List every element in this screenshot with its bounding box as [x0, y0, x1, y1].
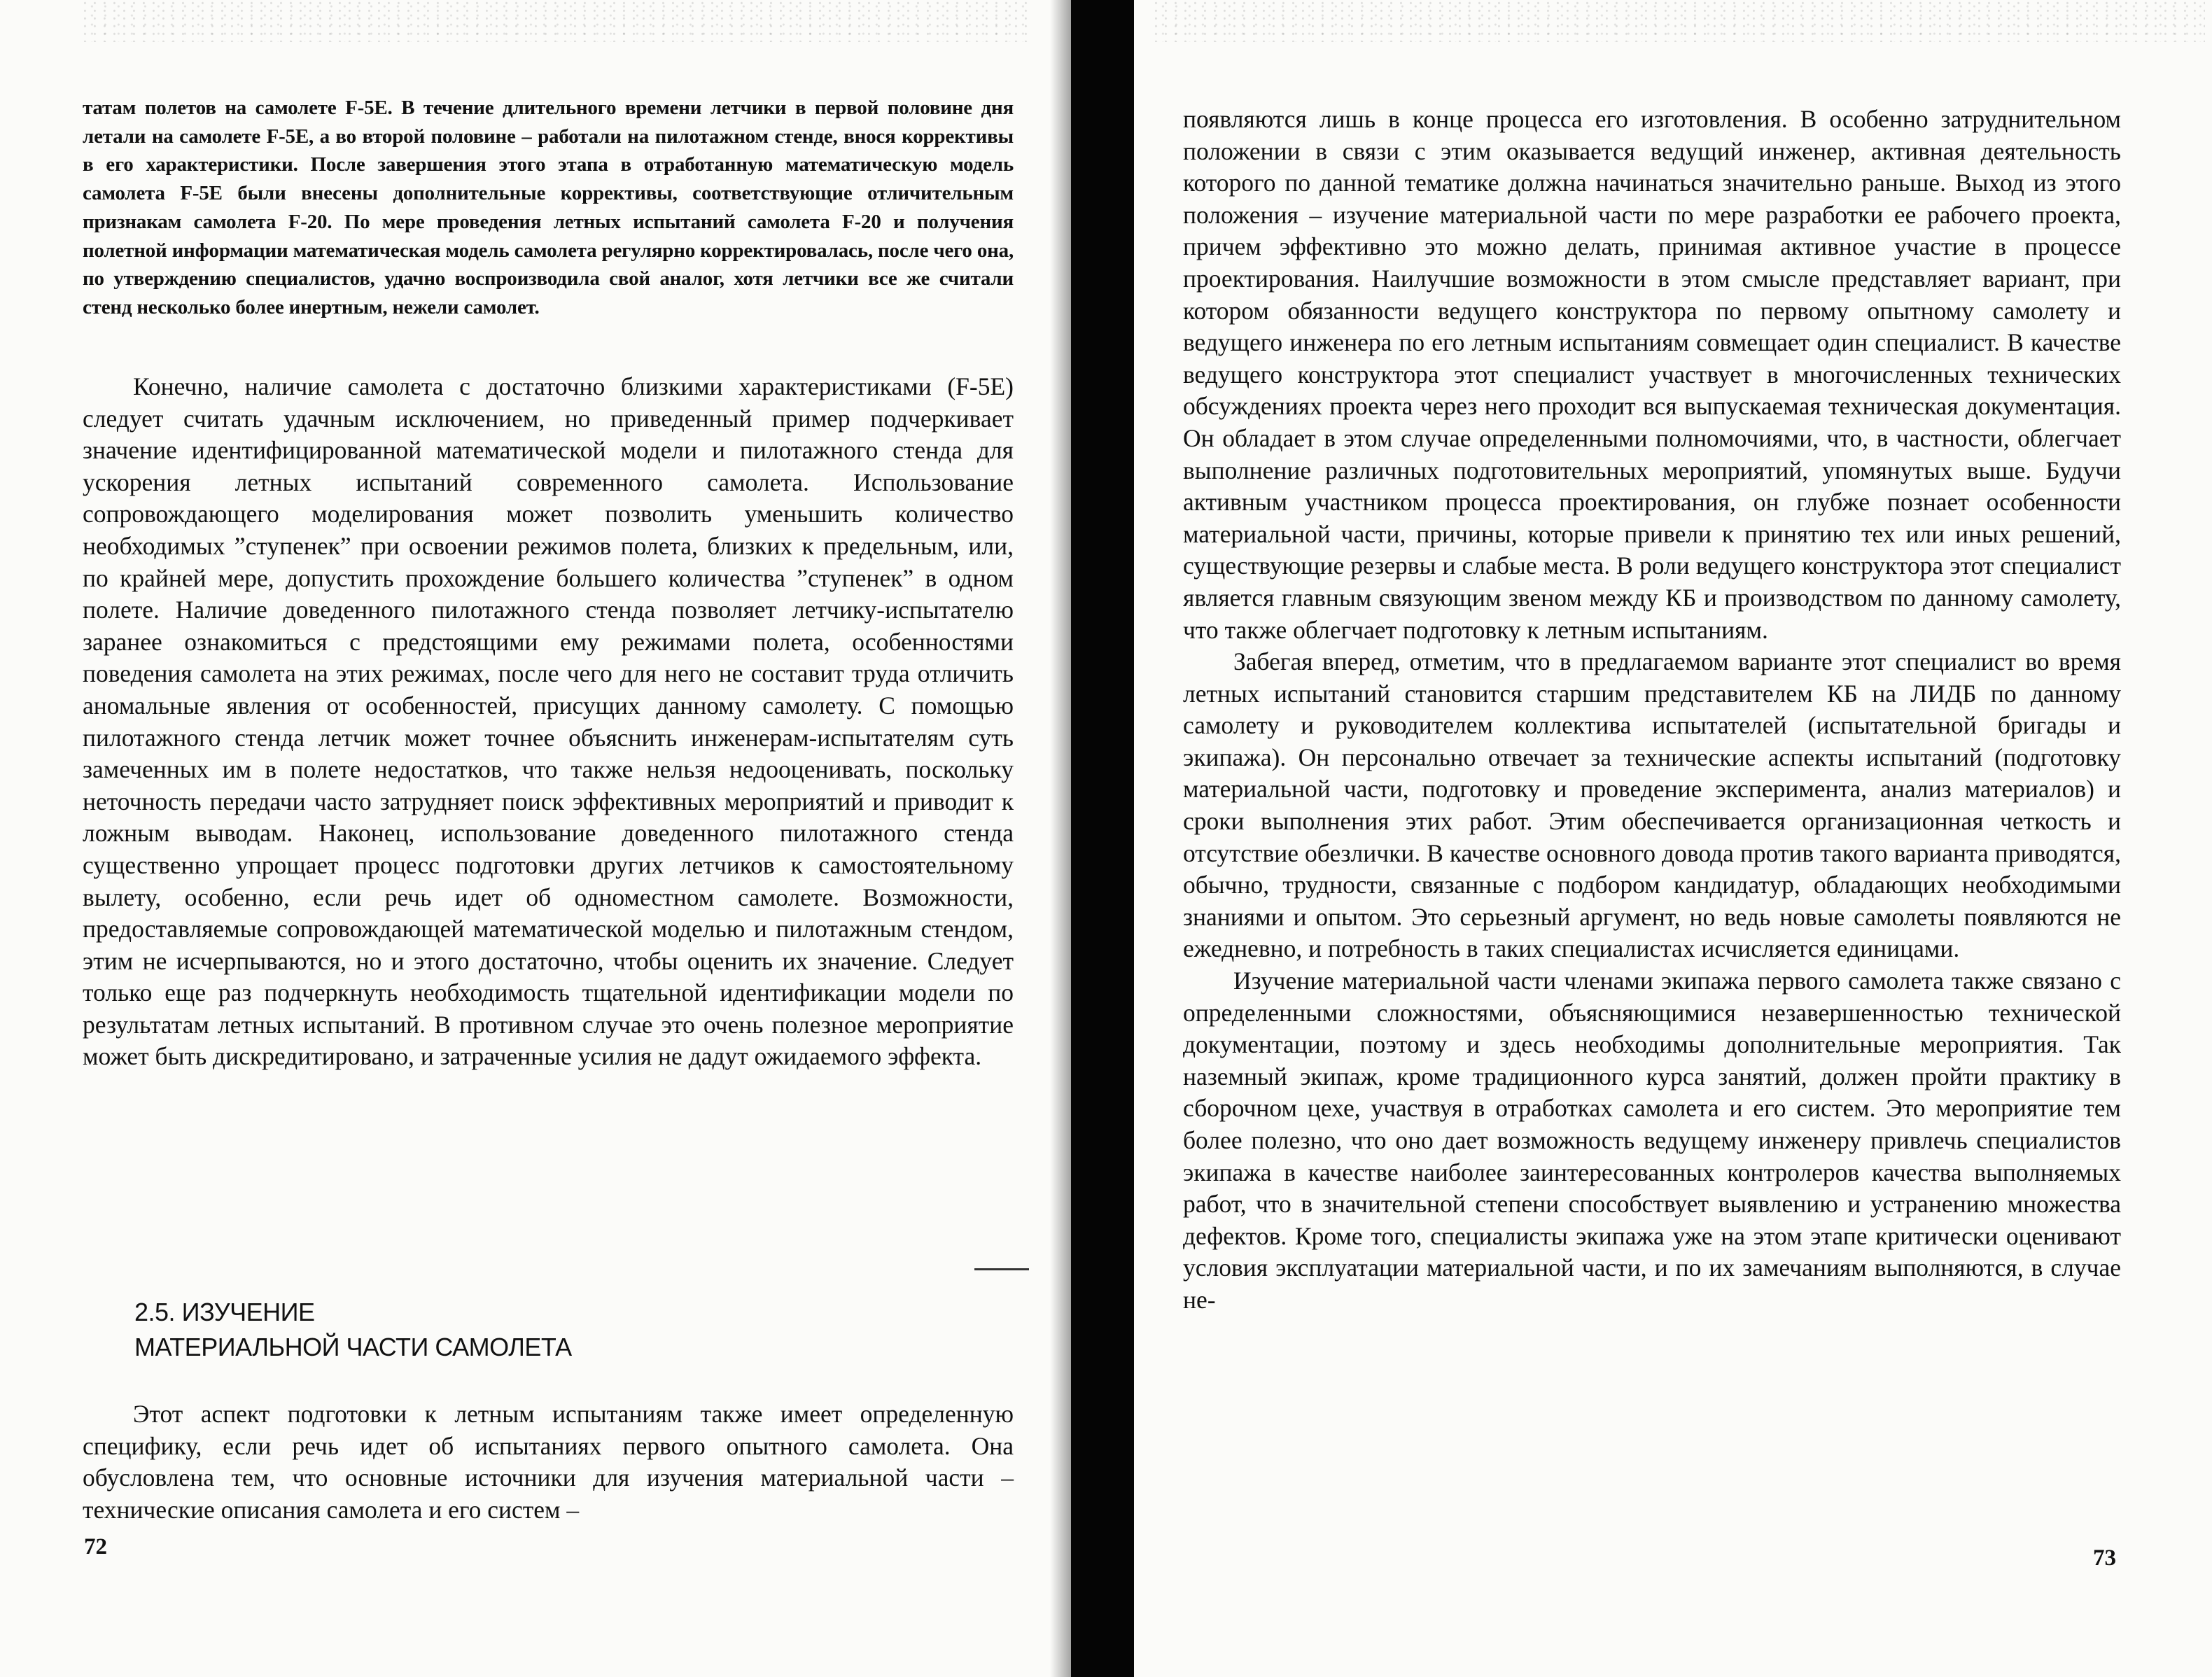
left-paragraph-main: [83, 371, 1014, 1073]
right-paragraph-2: Забегая вперед, отметим, что в предлагаемом варианте этот специалист во время летных испытаний становится старшим представителем КБ на ЛИДБ по данному самолету и руководителем коллектива испытателей (испытательной бригады и экипажа). Он персонально отвечает за технические аспекты испытаний (подготовку материальной части, подготовку и проведение эксперимента, анализ материалов) и сроки выполнения этих работ. Этим обеспечивается организационная четкость и отсутствие обезлички. В качестве основного довода против такого варианта приводятся, обычно, трудности, связанные с подбором кандидатур, обладающих необходимыми знаниями и опытом. Это серьезный аргумент, но ведь новые самолеты появляются не ежедневно, и потребность в таких специалистах исчисляется единицами.: [1183, 647, 2121, 963]
section-number: 2.5.: [134, 1298, 176, 1326]
page-number-left: 72: [84, 1534, 107, 1559]
page-number-right: 73: [2093, 1545, 2116, 1571]
left-paragraph-section: [83, 1398, 1014, 1526]
section-title-line2: МАТЕРИАЛЬНОЙ ЧАСТИ САМОЛЕТА: [134, 1333, 572, 1361]
right-column: [1183, 104, 2121, 1317]
right-paragraph-3: Изучение материальной части членами экипажа первого самолета также связано с определенными сложностями, объясняющимися незавершенностью технической документации, поэтому и здесь необходимы дополнительные мероприятия. Так наземный экипаж, кроме традиционного курса занятий, должен пройти практику в сборочном цехе, участвуя в отработках самолета и его систем. Это мероприятие тем более полезно, что оно дает возможность ведущему инженеру привлечь специалистов экипажа в качестве наиболее заинтересованных контролеров качества выполняемых работ, что в значительной степени способствует выявлению и устранению множества дефектов. Кроме того, специалисты экипажа уже на этом этапе критически оценивают условия эксплуатации материальной части, и по их замечаниям выполняются, в случае не-: [1183, 967, 2121, 1314]
section-heading: [134, 1295, 974, 1365]
scan-noise: [84, 0, 1029, 42]
right-page: [1134, 0, 2212, 1677]
left-paragraph-section-text: Этот аспект подготовки к летным испытаниям также имеет определенную специфику, если речь идет об испытаниях первого опытного самолета. Она обусловлена тем, что основные источники для изучения материальной части – технические описания самолета и его систем –: [83, 1400, 1014, 1524]
left-paragraph-small: [83, 94, 1014, 322]
left-paragraph-small-text: татам полетов на самолете F-5E. В течение длительного времени летчики в первой половине дня летали на самолете F-5E, а во второй половине – работали на пилотажном стенде, внося коррективы в его характеристики. После завершения этого этапа в отработанную математическую модель самолета F-5E были внесены дополнительные коррективы, соответствующие отличительным признакам самолета F-20. По мере проведения летных испытаний самолета F-20 и получения полетной информации математическая модель самолета регулярно корректировалась, после чего она, по утверждению специалистов, удачно воспроизводила свой аналог, хотя летчики все же считали стенд несколько более инертным, нежели самолет.: [83, 97, 1014, 318]
book-spine: [1071, 0, 1134, 1677]
left-paragraph-main-text: Конечно, наличие самолета с достаточно близкими характеристиками (F-5E) следует считать удачным исключением, но приведенный пример подчеркивает значение идентифицированной математической модели и пилотажного стенда для ускорения летных испытаний современного самолета. Использование сопровождающего моделирования может позволить уменьшить количество необходимых ”ступенек” при освоении режимов полета, близких к предельным, или, по крайней мере, допустить прохождение большего количества ”ступенек” в одном полете. Наличие доведенного пилотажного стенда позволяет летчику-испытателю заранее ознакомиться с предстоящими ему режимами полета, особенностями поведения самолета на этих режимах, после чего для него не составит труда отличить аномальные явления от особенностей, присущих данному самолету. С помощью пилотажного стенда летчик может точнее объяснить инженерам-испытателям суть замеченных им в полете недостатков, что также нельзя недооценивать, поскольку неточность передачи часто затрудняет поиск эффективных мероприятий и приводит к ложным выводам. Наконец, использование доведенного пилотажного стенда существенно упрощает процесс подготовки других летчиков к самостоятельному вылету, особенно, если речь идет об одноместном самолете. Возможности, предоставляемые сопровождающей математической моделью и пилотажным стендом, этим не исчерпываются, но и этого достаточно, чтобы оценить их значение. Следует только еще раз подчеркнуть необходимость тщательной идентификации модели по результатам летных испытаний. В противном случае это очень полезное мероприятие может быть дискредитировано, и затраченные усилия не дадут ожидаемого эффекта.: [83, 372, 1014, 1071]
left-page: [0, 0, 1071, 1677]
section-title-line1: ИЗУЧЕНИЕ: [181, 1298, 315, 1326]
right-paragraph-1: появляются лишь в конце процесса его изготовления. В особенно затруднительном положении в связи с этим оказывается ведущий инженер, активная деятельность которого по данной тематике должна начинаться значительно раньше. Выход из этого положения – изучение материальной части по мере разработки ее рабочего проекта, причем эффективно это можно делать, принимая активное участие в процессе проектирования. Наилучшие возможности в этом смысле представляет вариант, при котором обязанности ведущего конструктора по первому опытному самолету и ведущего инженера по его летным испытаниям совмещает один специалист. В качестве ведущего конструктора этот специалист участвует в многочисленных технических обсуждениях проекта через него проходит вся выпускаемая техническая документация. Он обладает в этом случае определенными полномочиями, что, в частности, облегчает выполнение различных подготовительных мероприятий, упомянутых выше. Будучи активным участником процесса проектирования, он глубже познает особенности материальной части, причины, которые привели к принятию тех или иных решений, существующие резервы и слабые места. В роли ведущего конструктора этот специалист является главным связующим звеном между КБ и производством по данному самолету, что также облегчает подготовку к летным испытаниям.: [1183, 105, 2121, 644]
spine-shadow-left: [1050, 0, 1071, 1677]
scan-noise: [1155, 0, 2205, 42]
margin-mark: [974, 1268, 1029, 1270]
